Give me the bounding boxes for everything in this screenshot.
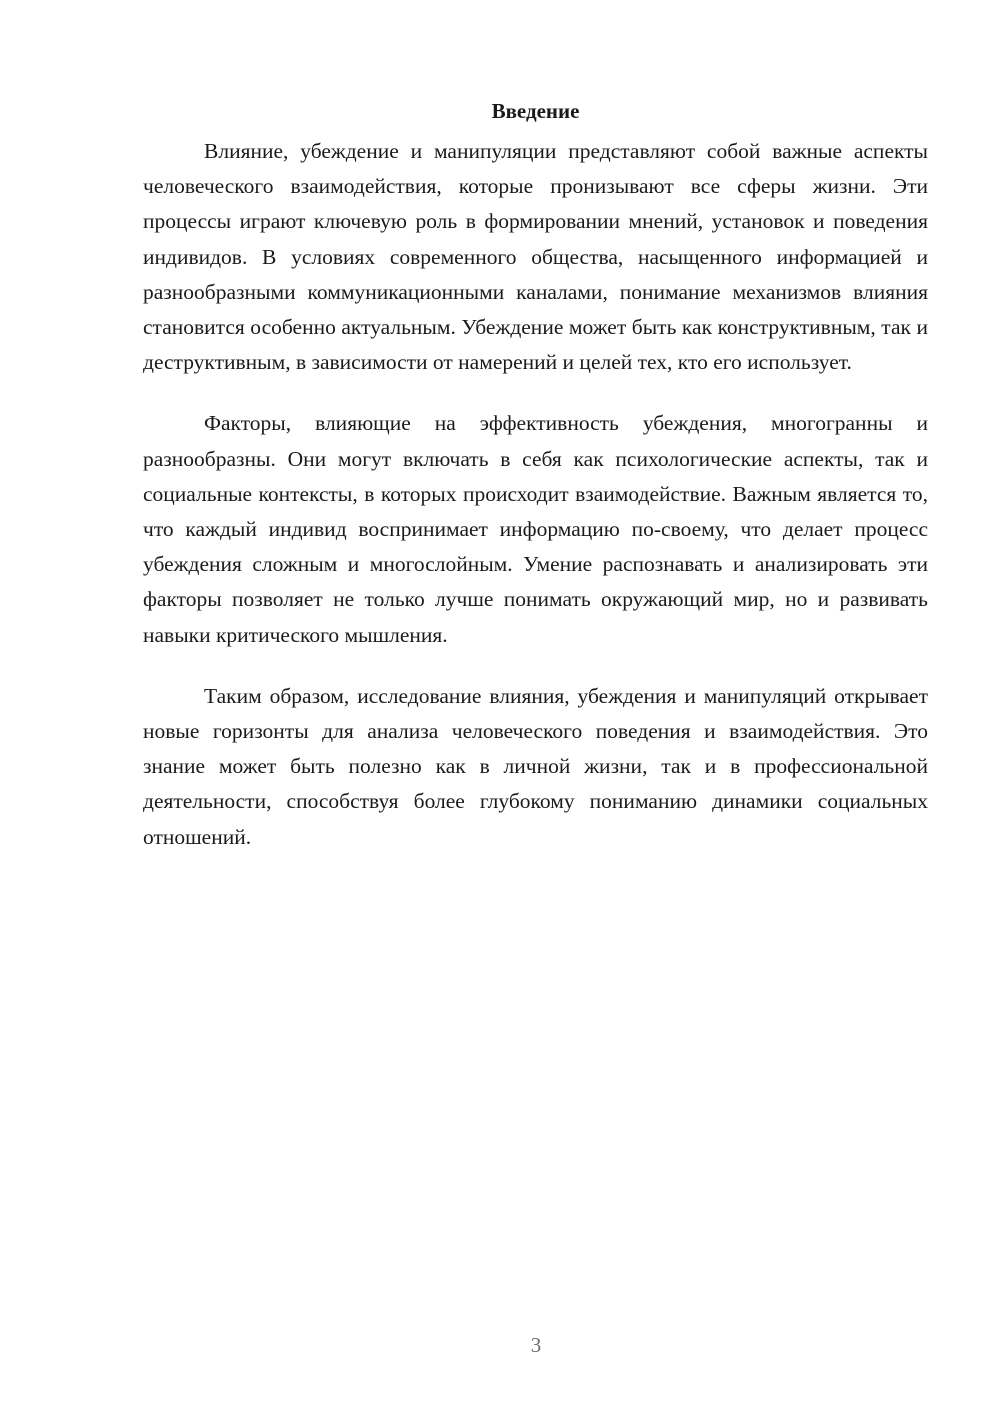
section-heading: Введение: [491, 99, 580, 123]
paragraph-3: Таким образом, исследование влияния, убеждения и манипуляций открывает новые горизонты для анализа человеческого поведения и взаимодействия. Это знание может быть полезно как в личной жизни, так и в профессиональной деятельности, способствуя более глубокому пониманию динамики социальных отношений.: [143, 683, 928, 849]
page-number: 3: [530, 1333, 542, 1357]
page-content: [143, 94, 928, 881]
paragraph-1: Влияние, убеждение и манипуляции представляют собой важные аспекты человеческого взаимодействия, которые пронизывают все сферы жизни. Эти процессы играют ключевую роль в формировании мнений, установок и поведения индивидов. В условиях современного общества, насыщенного информацией и разнообразными коммуникационными каналами, понимание механизмов влияния становится особенно актуальным. Убеждение может быть как конструктивным, так и деструктивным, в зависимости от намерений и целей тех, кто его использует.: [143, 139, 928, 375]
paragraph-2: Факторы, влияющие на эффективность убеждения, многогранны и разнообразны. Они могут включать в себя как психологические аспекты, так и социальные контексты, в которых происходит взаимодействие. Важным является то, что каждый индивид воспринимает информацию по-своему, что делает процесс убеждения сложным и многослойным. Умение распознавать и анализировать эти факторы позволяет не только лучше понимать окружающий мир, но и развивать навыки критического мышления.: [143, 411, 928, 647]
